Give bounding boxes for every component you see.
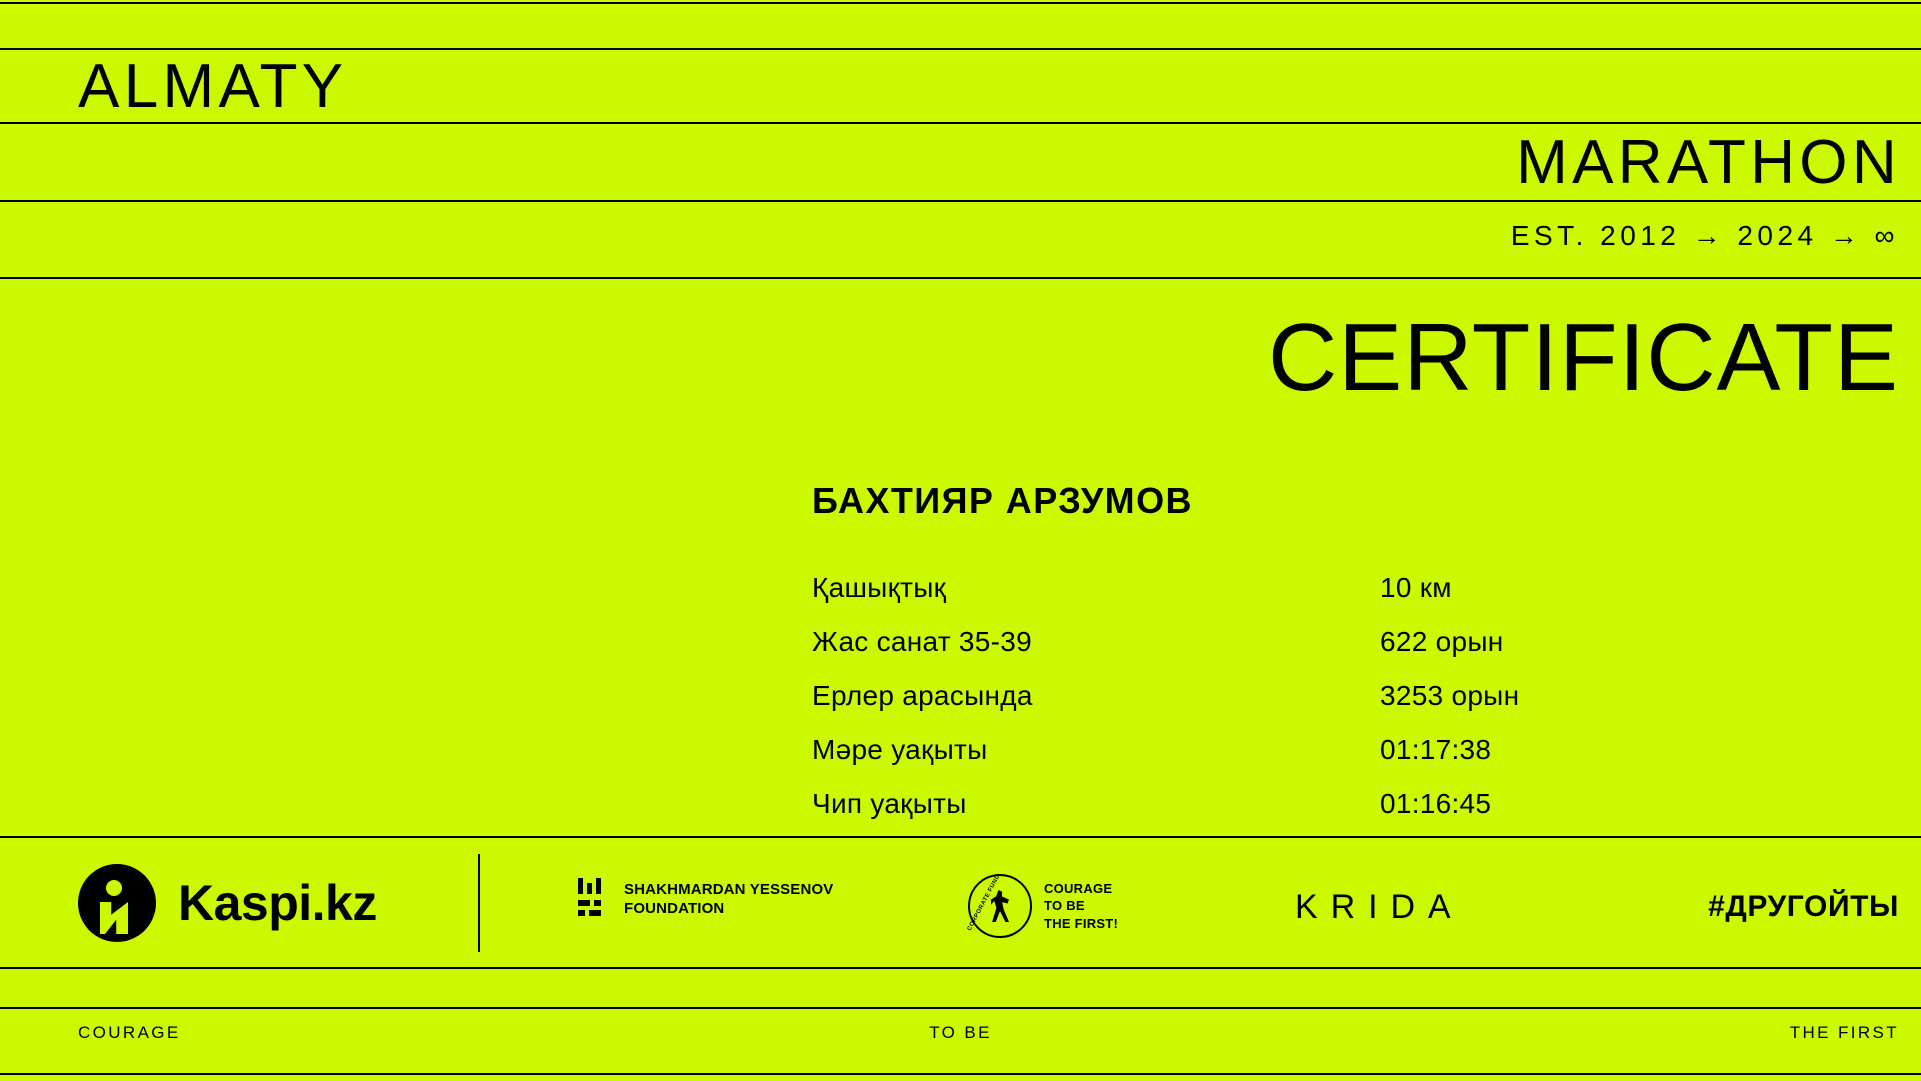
sponsor-corporate-fund-label bbox=[1044, 880, 1118, 933]
sponsor-yessenov-label bbox=[624, 881, 833, 919]
established-text: EST. 2012 → 2024 → ∞ bbox=[1510, 220, 1899, 251]
result-label: Жас санат 35-39 bbox=[812, 626, 1032, 657]
divider-line bbox=[0, 277, 1921, 279]
divider-line bbox=[0, 122, 1921, 124]
result-label: Ерлер арасында bbox=[812, 680, 1033, 711]
corporate-fund-ring-text bbox=[968, 874, 1032, 938]
table-row bbox=[812, 788, 1872, 842]
yessenov-logo-icon bbox=[578, 878, 612, 922]
divider-line bbox=[0, 200, 1921, 202]
cfund-line-2: TO BE bbox=[1044, 898, 1085, 914]
yessenov-line-1: SHAKHMARDAN YESSENOV bbox=[624, 881, 834, 899]
divider-line bbox=[0, 2, 1921, 4]
result-label: Мәре уақыты bbox=[812, 734, 988, 765]
divider-line bbox=[0, 48, 1921, 50]
result-value: 622 орын bbox=[1380, 626, 1504, 657]
yessenov-line-2: FOUNDATION bbox=[624, 900, 725, 917]
ring-label: CORPORATE FUND bbox=[966, 873, 1002, 932]
table-row bbox=[812, 572, 1872, 626]
footer-slogan bbox=[0, 1015, 1921, 1057]
brand-almaty: ALMATY bbox=[78, 52, 348, 121]
table-row bbox=[812, 680, 1872, 734]
divider-line bbox=[0, 1007, 1921, 1009]
cfund-line-1: COURAGE bbox=[1044, 880, 1113, 896]
result-value: 10 км bbox=[1380, 572, 1452, 603]
result-label: Қашықтық bbox=[812, 572, 947, 603]
divider-line bbox=[0, 967, 1921, 969]
kaspi-logo-icon bbox=[78, 864, 156, 942]
sponsor-krida-label: KRIDA bbox=[1295, 888, 1464, 926]
result-label: Чип уақыты bbox=[812, 788, 967, 819]
footer-slogan-center: TO BE bbox=[929, 1023, 992, 1042]
footer-slogan-right: THE FIRST bbox=[1789, 1023, 1899, 1042]
page-title: CERTIFICATE bbox=[1267, 304, 1899, 411]
sponsor-yessenov bbox=[578, 878, 833, 922]
sponsor-drugoity-label: #ДРУГОЙТЫ bbox=[1708, 890, 1899, 923]
sponsor-kaspi-label: Kaspi.kz bbox=[178, 875, 377, 931]
sponsor-corporate-fund bbox=[968, 874, 1118, 938]
footer-slogan-left: COURAGE bbox=[78, 1023, 181, 1042]
sponsor-strip bbox=[0, 836, 1921, 967]
divider-line bbox=[0, 1073, 1921, 1075]
table-row bbox=[812, 734, 1872, 788]
table-row bbox=[812, 626, 1872, 680]
result-value: 01:17:38 bbox=[1380, 734, 1492, 765]
corporate-fund-logo-icon bbox=[968, 874, 1032, 938]
cfund-line-3: THE FIRST! bbox=[1044, 915, 1119, 931]
sponsor-kaspi bbox=[78, 864, 377, 942]
results-table bbox=[812, 572, 1872, 842]
result-value: 3253 орын bbox=[1380, 680, 1520, 711]
sponsor-divider bbox=[478, 854, 480, 952]
result-value: 01:16:45 bbox=[1380, 788, 1492, 819]
brand-marathon: MARATHON bbox=[1516, 128, 1901, 197]
recipient-name: БАХТИЯР АРЗУМОВ bbox=[812, 480, 1193, 521]
